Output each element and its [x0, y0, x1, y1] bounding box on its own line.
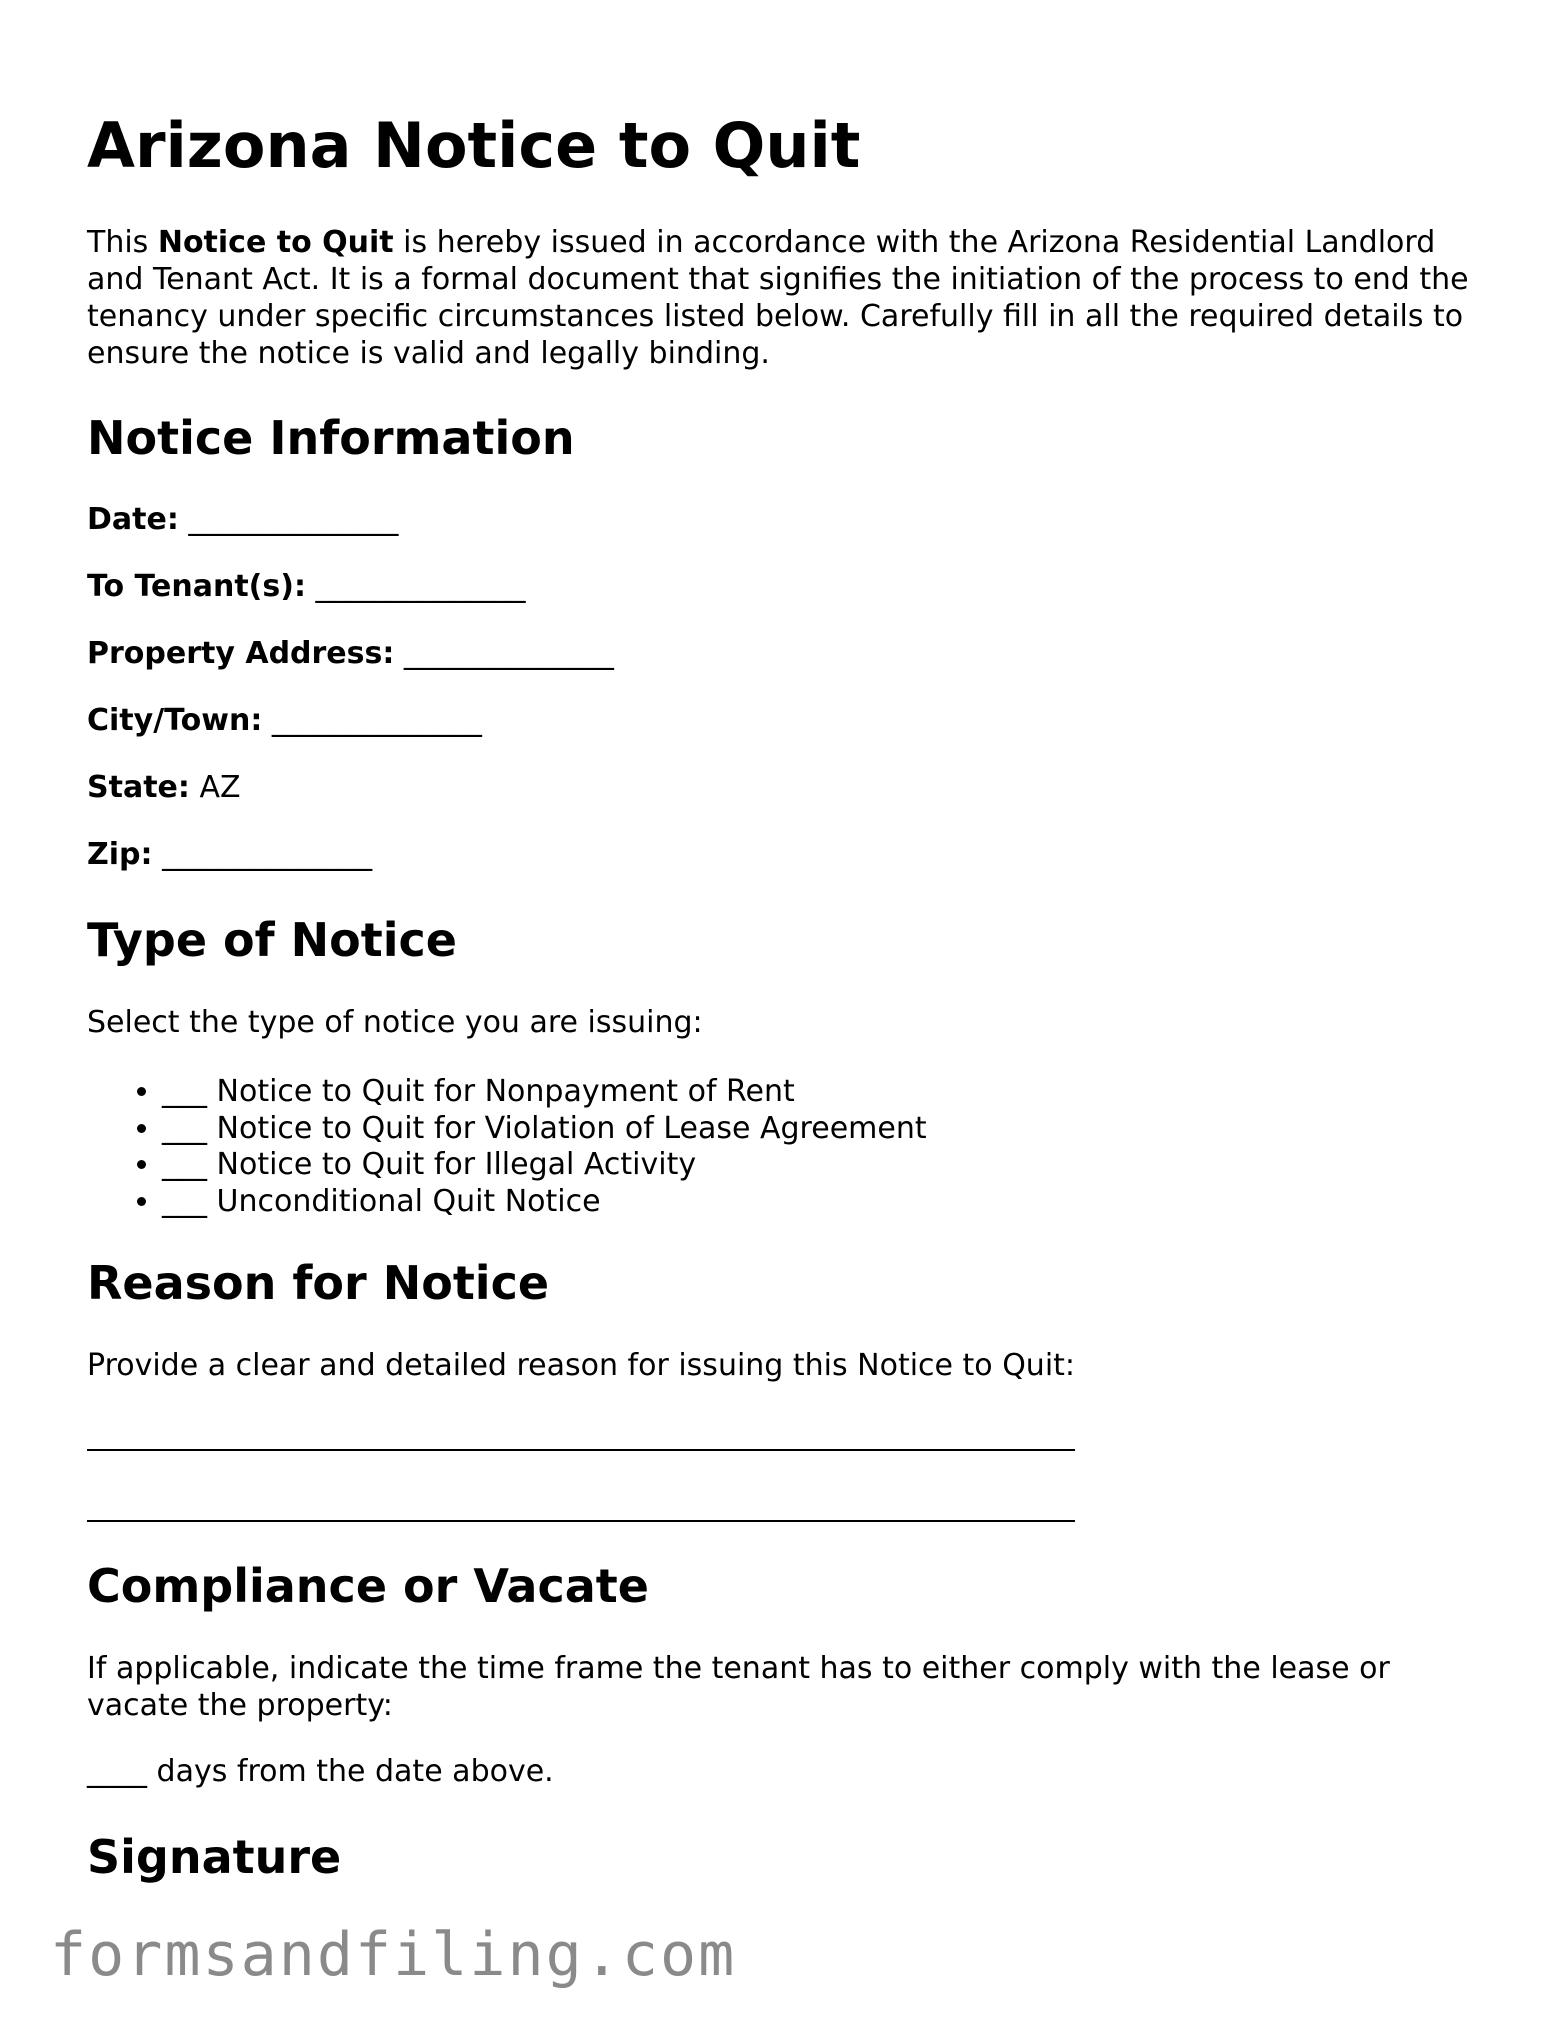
field-tenants	[87, 569, 525, 605]
field-tenants-label: To Tenant(s):	[87, 569, 306, 604]
compliance-days-text[interactable]: ____ days from the date above.	[87, 1754, 554, 1789]
field-tenants-blank[interactable]: ______________	[315, 569, 526, 604]
compliance-or-vacate-heading: Compliance or Vacate	[87, 1559, 649, 1613]
notice-type-option-violation[interactable]: • ___ Notice to Quit for Violation of Lease Agreement	[162, 1111, 927, 1148]
field-state	[87, 770, 241, 806]
field-date-label: Date:	[87, 502, 179, 537]
field-property-address	[87, 636, 614, 672]
notice-type-option-nonpayment[interactable]: • ___ Notice to Quit for Nonpayment of Rent	[162, 1074, 927, 1111]
field-state-label: State:	[87, 770, 190, 805]
notice-information-heading: Notice Information	[87, 411, 575, 465]
field-zip-label: Zip:	[87, 837, 153, 872]
type-of-notice-instruction: Select the type of notice you are issuing:	[87, 1005, 703, 1040]
notice-type-list	[87, 1074, 927, 1220]
field-city-town	[87, 703, 482, 739]
field-date	[87, 502, 398, 538]
field-date-blank[interactable]: ______________	[188, 502, 399, 537]
field-state-value: AZ	[199, 770, 241, 805]
reason-blank-line-1[interactable]	[87, 1449, 1075, 1451]
page-title: Arizona Notice to Quit	[87, 109, 861, 182]
notice-type-option-illegal[interactable]: • ___ Notice to Quit for Illegal Activity	[162, 1147, 927, 1184]
compliance-instruction: If applicable, indicate the time frame the tenant has to either comply with the lease or vacate the property:	[87, 1651, 1390, 1723]
intro-bold-term: Notice to Quit	[157, 225, 394, 260]
field-zip-blank[interactable]: ______________	[162, 837, 373, 872]
reason-instruction: Provide a clear and detailed reason for issuing this Notice to Quit:	[87, 1348, 1076, 1383]
notice-type-option-unconditional[interactable]: • ___ Unconditional Quit Notice	[162, 1184, 927, 1221]
field-city-town-blank[interactable]: ______________	[271, 703, 482, 738]
reason-blank-line-2[interactable]	[87, 1520, 1075, 1522]
intro-prefix: This	[87, 225, 158, 260]
field-property-address-blank[interactable]: ______________	[403, 636, 614, 671]
field-zip	[87, 837, 372, 873]
field-city-town-label: City/Town:	[87, 703, 263, 738]
field-property-address-label: Property Address:	[87, 636, 395, 671]
watermark: formsandfiling.com	[50, 1920, 737, 1990]
intro-suffix: is hereby issued in accordance with the Arizona Residential Landlord and Tenant Act. It is a formal document that signifies the initiation of the process to end the tenancy under specific circumstances listed below. Carefully fill in all the required details to ensure the notice is valid and legally binding.	[87, 225, 1469, 371]
reason-for-notice-heading: Reason for Notice	[87, 1256, 550, 1310]
type-of-notice-heading: Type of Notice	[87, 913, 457, 967]
intro-paragraph	[87, 224, 1487, 372]
signature-heading: Signature	[87, 1830, 342, 1884]
